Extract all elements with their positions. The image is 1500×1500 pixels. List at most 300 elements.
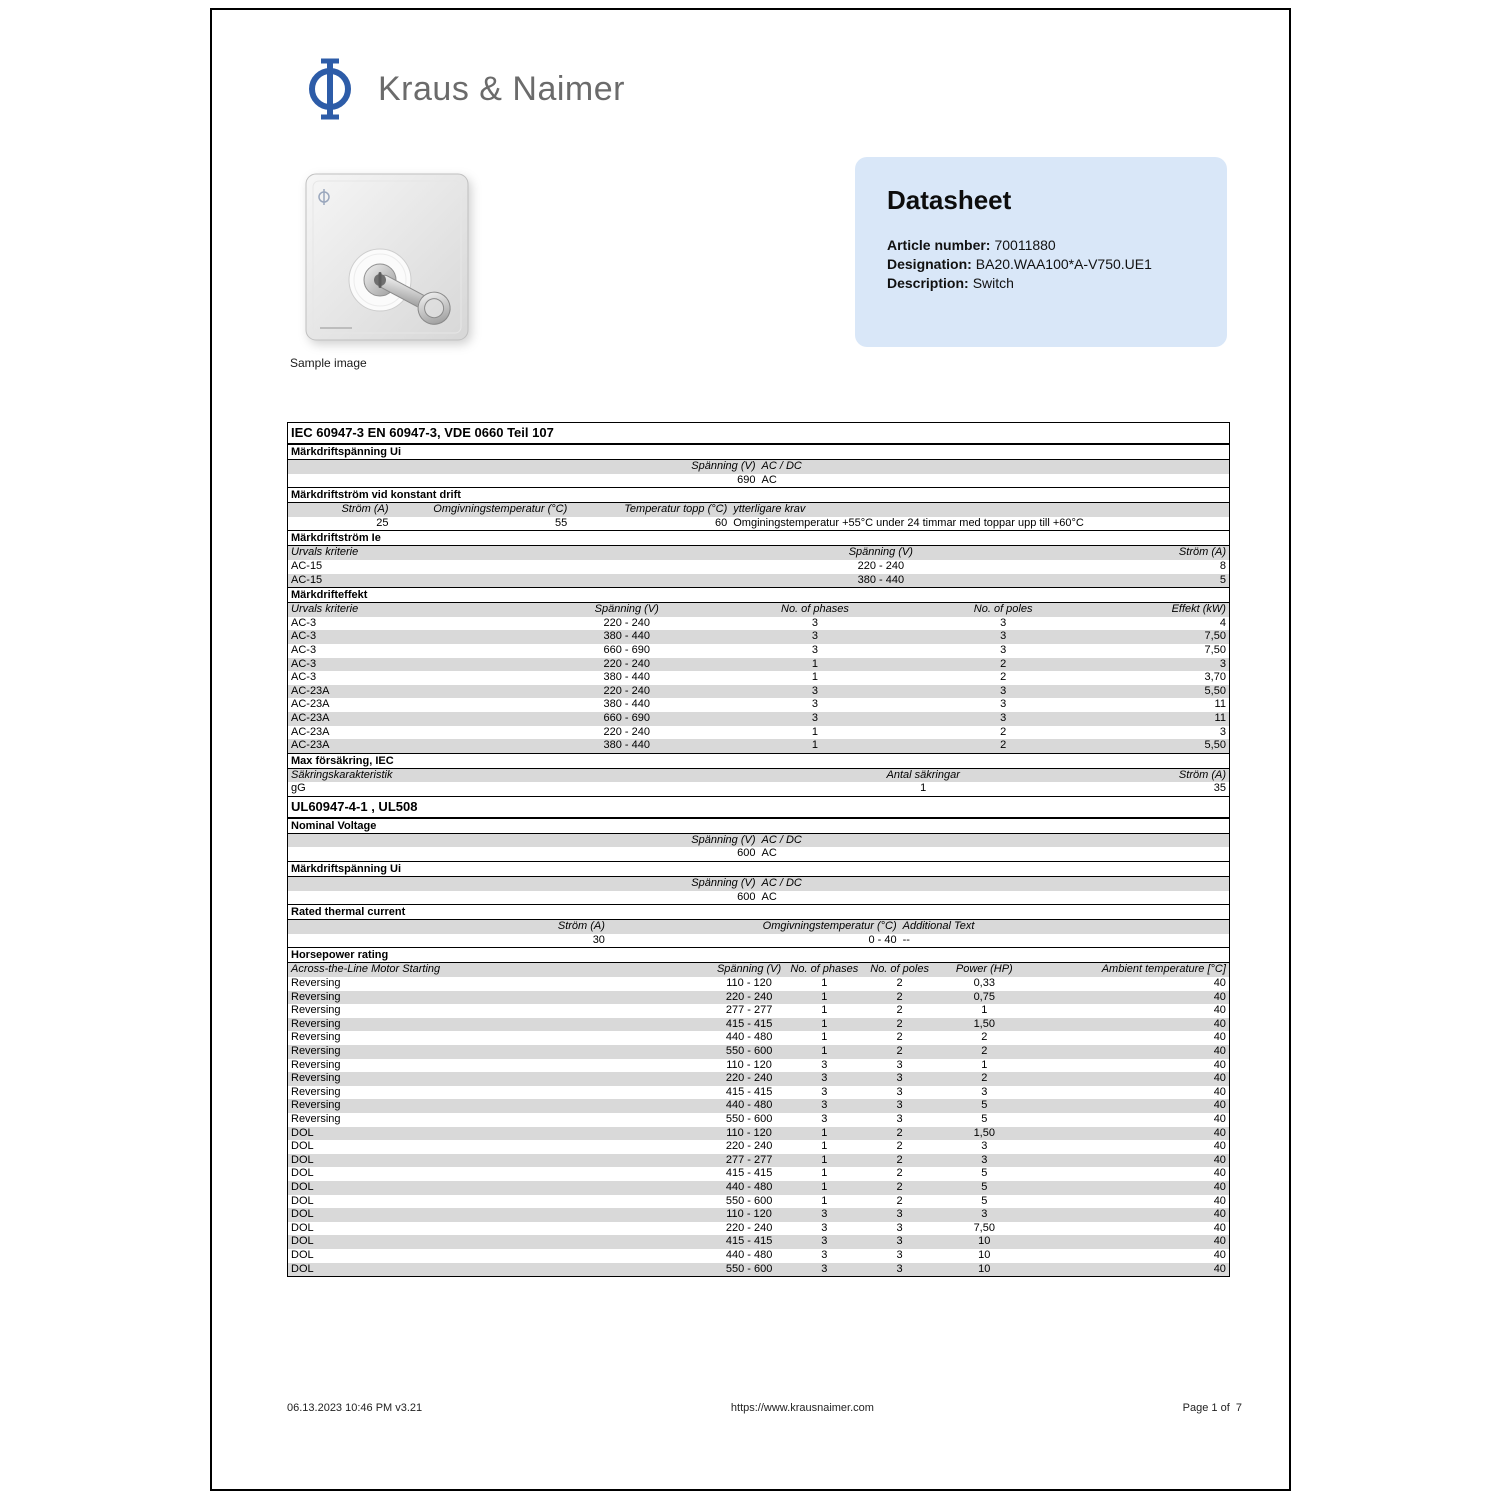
table-cell: 40 bbox=[1213, 1004, 1226, 1017]
table-cell: 5,50 bbox=[1204, 739, 1226, 752]
field-label: Article number: bbox=[887, 237, 991, 253]
table-data-row bbox=[288, 698, 1229, 712]
table-cell: AC bbox=[761, 890, 777, 903]
table-cell: 3 bbox=[896, 1112, 903, 1125]
brand-name: Kraus & Naimer bbox=[378, 69, 625, 108]
table-cell: 3 bbox=[821, 1235, 828, 1248]
table-cell: 3 bbox=[896, 1072, 903, 1085]
table-cell: 550 - 600 bbox=[725, 1262, 773, 1275]
table-cell: 3 bbox=[896, 1099, 903, 1112]
table-cell: 3 bbox=[811, 616, 818, 629]
table-cell: 2 bbox=[896, 1126, 903, 1139]
column-header: Omgivningstemperatur (°C) bbox=[433, 503, 568, 516]
table-data-row bbox=[288, 1059, 1229, 1073]
table-cell: 10 bbox=[978, 1248, 991, 1261]
table-cell: AC-23A bbox=[291, 725, 330, 738]
table-data-row bbox=[288, 685, 1229, 699]
table-cell: 1 bbox=[821, 1017, 828, 1030]
table-cell: 220 - 240 bbox=[725, 1140, 773, 1153]
column-header: Spänning (V) bbox=[716, 963, 782, 976]
column-header: Ström (A) bbox=[1178, 768, 1226, 781]
table-header-row bbox=[288, 920, 1229, 934]
table-cell: 3 bbox=[821, 1085, 828, 1098]
table-cell: DOL bbox=[291, 1153, 314, 1166]
table-section-title: UL60947-4-1 , UL508 bbox=[288, 796, 1229, 818]
table-cell: 5 bbox=[981, 1099, 988, 1112]
table-cell: AC-3 bbox=[291, 630, 317, 643]
table-cell: 415 - 415 bbox=[725, 1085, 773, 1098]
table-cell: 5 bbox=[981, 1194, 988, 1207]
table-cell: 0,33 bbox=[973, 977, 995, 990]
table-cell: 220 - 240 bbox=[603, 616, 650, 629]
table-cell: 440 - 480 bbox=[725, 1031, 773, 1044]
table-cell: 10 bbox=[978, 1235, 991, 1248]
table-cell: 40 bbox=[1213, 1180, 1226, 1193]
table-cell: 40 bbox=[1213, 1221, 1226, 1234]
table-header-row bbox=[288, 963, 1229, 977]
table-cell: 3 bbox=[821, 1262, 828, 1275]
table-cell: 60 bbox=[715, 516, 728, 529]
table-subsection-title: Märkdriftström vid konstant drift bbox=[288, 487, 1229, 503]
table-cell: 40 bbox=[1213, 1031, 1226, 1044]
table-cell: 2 bbox=[896, 1167, 903, 1180]
table-cell: 2 bbox=[896, 1004, 903, 1017]
column-header: Urvals kriterie bbox=[291, 546, 359, 559]
table-cell: 0 - 40 bbox=[868, 933, 897, 946]
table-cell: 380 - 440 bbox=[603, 698, 650, 711]
table-cell: 1 bbox=[981, 1004, 988, 1017]
table-cell: 3 bbox=[1000, 711, 1007, 724]
table-cell: 660 - 690 bbox=[603, 643, 650, 656]
table-cell: 1 bbox=[821, 1180, 828, 1193]
table-subsection-title: Märkdrifteffekt bbox=[288, 587, 1229, 603]
table-cell: AC-23A bbox=[291, 684, 330, 697]
table-cell: 7,50 bbox=[1204, 643, 1226, 656]
table-subsection-title: Märkdriftström Ie bbox=[288, 530, 1229, 546]
column-header: Spänning (V) bbox=[691, 460, 756, 472]
column-header: Säkringskarakteristik bbox=[291, 768, 393, 781]
column-header: Temperatur topp (°C) bbox=[624, 503, 728, 516]
column-header: ytterligare krav bbox=[733, 503, 806, 516]
table-cell: 3 bbox=[981, 1085, 988, 1098]
table-data-row bbox=[288, 739, 1229, 753]
table-data-row bbox=[288, 1113, 1229, 1127]
table-cell: 5,50 bbox=[1204, 684, 1226, 697]
table-data-row bbox=[288, 474, 1229, 488]
footer-page-number: Page 1 of 7 bbox=[1182, 1402, 1242, 1414]
table-subsection-title: Rated thermal current bbox=[288, 904, 1229, 920]
table-cell: 40 bbox=[1213, 1085, 1226, 1098]
spec-table bbox=[287, 422, 1230, 1277]
table-cell: AC bbox=[761, 473, 777, 486]
table-cell: 3 bbox=[811, 684, 818, 697]
table-cell: 40 bbox=[1213, 1017, 1226, 1030]
table-cell: Reversing bbox=[291, 990, 341, 1003]
table-cell: 2 bbox=[896, 977, 903, 990]
table-cell: 40 bbox=[1213, 990, 1226, 1003]
table-cell: 3 bbox=[821, 1248, 828, 1261]
table-cell: 220 - 240 bbox=[857, 559, 905, 572]
table-cell: 277 - 277 bbox=[725, 1004, 773, 1017]
table-cell: 1 bbox=[821, 1004, 828, 1017]
table-cell: Reversing bbox=[291, 1099, 341, 1112]
table-cell: 25 bbox=[376, 516, 389, 529]
table-cell: 3 bbox=[821, 1208, 828, 1221]
table-data-row bbox=[288, 1181, 1229, 1195]
table-cell: AC-23A bbox=[291, 698, 330, 711]
table-cell: 1 bbox=[821, 1153, 828, 1166]
table-cell: 220 - 240 bbox=[725, 1221, 773, 1234]
table-cell: DOL bbox=[291, 1126, 314, 1139]
table-cell: 220 - 240 bbox=[603, 657, 650, 670]
table-data-row bbox=[288, 712, 1229, 726]
table-cell: 40 bbox=[1213, 1248, 1226, 1261]
table-cell: 1,50 bbox=[973, 1017, 995, 1030]
table-cell: -- bbox=[902, 933, 910, 946]
table-cell: 40 bbox=[1213, 1072, 1226, 1085]
table-cell: 4 bbox=[1219, 616, 1226, 629]
table-data-row bbox=[288, 1031, 1229, 1045]
table-data-row bbox=[288, 1208, 1229, 1222]
column-header: Antal säkringar bbox=[886, 768, 960, 781]
table-cell: Reversing bbox=[291, 1085, 341, 1098]
table-cell: DOL bbox=[291, 1262, 314, 1275]
table-data-row bbox=[288, 847, 1229, 861]
table-cell: 5 bbox=[1219, 573, 1226, 586]
table-cell: 3 bbox=[981, 1208, 988, 1221]
table-cell: 1 bbox=[811, 725, 818, 738]
table-cell: AC-3 bbox=[291, 671, 317, 684]
column-header: AC / DC bbox=[761, 877, 802, 890]
table-cell: 40 bbox=[1213, 1167, 1226, 1180]
table-cell: 2 bbox=[1000, 739, 1007, 752]
table-cell: 5 bbox=[981, 1167, 988, 1180]
column-header: Ström (A) bbox=[341, 503, 389, 516]
datasheet-page bbox=[210, 8, 1291, 1491]
table-cell: 2 bbox=[981, 1072, 988, 1085]
table-header-row bbox=[288, 503, 1229, 517]
table-cell: 3 bbox=[981, 1153, 988, 1166]
table-cell: DOL bbox=[291, 1180, 314, 1193]
table-cell: 3 bbox=[811, 698, 818, 711]
column-header: No. of poles bbox=[870, 963, 929, 976]
table-cell: 220 - 240 bbox=[725, 990, 773, 1003]
table-cell: 440 - 480 bbox=[725, 1099, 773, 1112]
table-cell: 40 bbox=[1213, 1194, 1226, 1207]
column-header: Ström (A) bbox=[557, 920, 605, 933]
table-header-row bbox=[288, 834, 1229, 848]
table-data-row bbox=[288, 891, 1229, 905]
table-cell: 2 bbox=[896, 1031, 903, 1044]
table-data-row bbox=[288, 1099, 1229, 1113]
table-cell: 600 bbox=[737, 847, 756, 860]
column-header: No. of phases bbox=[781, 603, 849, 616]
table-cell: 220 - 240 bbox=[725, 1072, 773, 1085]
table-cell: 40 bbox=[1213, 1153, 1226, 1166]
table-cell: 3 bbox=[821, 1072, 828, 1085]
table-cell: DOL bbox=[291, 1208, 314, 1221]
table-cell: AC-3 bbox=[291, 657, 317, 670]
table-cell: 220 - 240 bbox=[603, 725, 650, 738]
table-cell: 1 bbox=[811, 671, 818, 684]
table-cell: Reversing bbox=[291, 1031, 341, 1044]
table-cell: 7,50 bbox=[1204, 630, 1226, 643]
table-data-row bbox=[288, 1249, 1229, 1263]
table-cell: Reversing bbox=[291, 1004, 341, 1017]
table-cell: AC-15 bbox=[291, 573, 323, 586]
table-cell: AC-15 bbox=[291, 559, 323, 572]
column-header: Urvals kriterie bbox=[291, 603, 359, 616]
table-cell: 380 - 440 bbox=[857, 573, 905, 586]
table-header-row bbox=[288, 603, 1229, 617]
table-cell: 40 bbox=[1213, 1099, 1226, 1112]
table-cell: AC-23A bbox=[291, 711, 330, 724]
table-subsection-title: Horsepower rating bbox=[288, 947, 1229, 963]
table-cell: 3 bbox=[1000, 616, 1007, 629]
table-data-row bbox=[288, 644, 1229, 658]
table-cell: 40 bbox=[1213, 1045, 1226, 1057]
table-header-row bbox=[288, 546, 1229, 560]
table-data-row bbox=[288, 934, 1229, 948]
table-cell: Reversing bbox=[291, 1045, 341, 1057]
table-cell: 11 bbox=[1214, 698, 1226, 711]
table-data-row bbox=[288, 1195, 1229, 1209]
table-cell: 3 bbox=[1000, 684, 1007, 697]
table-cell: 380 - 440 bbox=[603, 739, 650, 752]
column-header: Spänning (V) bbox=[594, 603, 659, 616]
table-data-row bbox=[288, 1086, 1229, 1100]
table-cell: AC-3 bbox=[291, 616, 317, 629]
field-value: BA20.WAA100*A-V750.UE1 bbox=[975, 256, 1152, 272]
table-cell: gG bbox=[291, 782, 306, 795]
table-cell: 277 - 277 bbox=[725, 1153, 773, 1166]
column-header: Spänning (V) bbox=[691, 877, 756, 890]
table-cell: 1 bbox=[821, 990, 828, 1003]
table-cell: 2 bbox=[1000, 671, 1007, 684]
table-cell: 1 bbox=[811, 657, 818, 670]
table-cell: Reversing bbox=[291, 977, 341, 990]
table-cell: 0,75 bbox=[973, 990, 995, 1003]
table-cell: 1 bbox=[821, 1031, 828, 1044]
table-cell: 110 - 120 bbox=[726, 1208, 772, 1221]
field-value: 70011880 bbox=[994, 237, 1056, 253]
table-cell: 1 bbox=[920, 782, 927, 795]
table-data-row bbox=[288, 1072, 1229, 1086]
table-cell: 8 bbox=[1219, 559, 1226, 572]
table-cell: 440 - 480 bbox=[725, 1180, 773, 1193]
table-cell: 3 bbox=[1219, 725, 1226, 738]
description-field bbox=[887, 274, 1195, 293]
table-cell: AC-3 bbox=[291, 643, 317, 656]
table-cell: 1 bbox=[981, 1058, 988, 1071]
table-cell: Reversing bbox=[291, 1112, 341, 1125]
table-cell: 1 bbox=[821, 1126, 828, 1139]
sample-image-caption: Sample image bbox=[290, 356, 367, 370]
table-cell: 380 - 440 bbox=[603, 630, 650, 643]
column-header: Omgivningstemperatur (°C) bbox=[762, 920, 897, 933]
table-cell: 110 - 120 bbox=[726, 977, 772, 990]
table-cell: 5 bbox=[981, 1112, 988, 1125]
table-data-row bbox=[288, 726, 1229, 740]
table-cell: 3 bbox=[896, 1235, 903, 1248]
table-cell: 55 bbox=[555, 516, 568, 529]
table-cell: 380 - 440 bbox=[603, 671, 650, 684]
table-cell: 2 bbox=[896, 1017, 903, 1030]
column-header: Spänning (V) bbox=[848, 546, 913, 559]
table-cell: 415 - 415 bbox=[725, 1167, 773, 1180]
table-data-row bbox=[288, 1167, 1229, 1181]
table-cell: 1 bbox=[821, 1140, 828, 1153]
table-cell: 2 bbox=[896, 1153, 903, 1166]
field-label: Description: bbox=[887, 275, 969, 291]
table-cell: 3 bbox=[811, 630, 818, 643]
table-cell: 3 bbox=[896, 1221, 903, 1234]
table-cell: DOL bbox=[291, 1140, 314, 1153]
table-cell: 1 bbox=[821, 1045, 828, 1057]
table-cell: 2 bbox=[981, 1045, 988, 1057]
table-cell: 7,50 bbox=[973, 1221, 995, 1234]
table-cell: 3,70 bbox=[1204, 671, 1226, 684]
table-cell: AC bbox=[761, 847, 777, 860]
table-cell: DOL bbox=[291, 1167, 314, 1180]
column-header: Spänning (V) bbox=[691, 833, 756, 846]
table-cell: 3 bbox=[1219, 657, 1226, 670]
table-cell: 40 bbox=[1213, 1140, 1226, 1153]
table-cell: 2 bbox=[896, 1140, 903, 1153]
table-data-row bbox=[288, 560, 1229, 574]
table-cell: 40 bbox=[1213, 1058, 1226, 1071]
table-cell: 40 bbox=[1213, 1262, 1226, 1275]
column-header: AC / DC bbox=[761, 460, 802, 472]
table-subsection-title: Max försäkring, IEC bbox=[288, 753, 1229, 769]
table-cell: 1 bbox=[821, 1167, 828, 1180]
table-cell: 440 - 480 bbox=[725, 1248, 773, 1261]
table-cell: DOL bbox=[291, 1248, 314, 1261]
designation-field bbox=[887, 255, 1195, 274]
table-header-row bbox=[288, 877, 1229, 891]
table-cell: 550 - 600 bbox=[725, 1112, 773, 1125]
table-cell: 2 bbox=[896, 990, 903, 1003]
table-cell: 30 bbox=[592, 933, 605, 946]
datasheet-title: Datasheet bbox=[887, 185, 1012, 215]
table-cell: 690 bbox=[737, 473, 756, 486]
table-data-row bbox=[288, 991, 1229, 1005]
table-data-row bbox=[288, 1222, 1229, 1236]
table-cell: 40 bbox=[1213, 1126, 1226, 1139]
table-cell: Reversing bbox=[291, 1072, 341, 1085]
table-cell: 2 bbox=[981, 1031, 988, 1044]
brand-logo bbox=[302, 56, 625, 122]
table-header-row bbox=[288, 460, 1229, 474]
table-data-row bbox=[288, 517, 1229, 531]
column-header: Additional Text bbox=[902, 920, 975, 933]
table-cell: 3 bbox=[811, 711, 818, 724]
table-cell: AC-23A bbox=[291, 739, 330, 752]
table-cell: 35 bbox=[1213, 782, 1226, 795]
article-number-field bbox=[887, 236, 1195, 255]
table-cell: 40 bbox=[1213, 977, 1226, 990]
table-cell: 3 bbox=[1000, 698, 1007, 711]
column-header: No. of poles bbox=[973, 603, 1033, 616]
table-cell: 600 bbox=[737, 890, 756, 903]
table-cell: 3 bbox=[896, 1058, 903, 1071]
table-data-row bbox=[288, 782, 1229, 796]
table-cell: 550 - 600 bbox=[725, 1194, 773, 1207]
table-cell: 2 bbox=[1000, 657, 1007, 670]
column-header: Ambient temperature [°C] bbox=[1101, 963, 1226, 976]
column-header: Ström (A) bbox=[1178, 546, 1226, 559]
field-value: Switch bbox=[972, 275, 1014, 291]
table-data-row bbox=[288, 1263, 1229, 1277]
table-cell: 2 bbox=[896, 1180, 903, 1193]
table-subsection-title: Nominal Voltage bbox=[288, 818, 1229, 834]
table-cell: 220 - 240 bbox=[603, 684, 650, 697]
table-subsection-title: Märkdriftspänning Ui bbox=[288, 444, 1229, 460]
table-cell: DOL bbox=[291, 1194, 314, 1207]
table-cell: 110 - 120 bbox=[726, 1058, 772, 1071]
table-cell: 3 bbox=[1000, 630, 1007, 643]
table-cell: 3 bbox=[896, 1262, 903, 1275]
table-cell: 1 bbox=[811, 739, 818, 752]
table-cell: 3 bbox=[896, 1248, 903, 1261]
table-cell: 2 bbox=[1000, 725, 1007, 738]
table-cell: 3 bbox=[821, 1221, 828, 1234]
footer-date-version: 06.13.2023 10:46 PM v3.21 bbox=[287, 1402, 423, 1414]
table-data-row bbox=[288, 1127, 1229, 1141]
table-section-title: IEC 60947-3 EN 60947-3, VDE 0660 Teil 107 bbox=[288, 423, 1229, 444]
phi-logo-icon bbox=[302, 56, 358, 122]
table-cell: 10 bbox=[978, 1262, 991, 1275]
table-cell: 40 bbox=[1213, 1208, 1226, 1221]
table-data-row bbox=[288, 1018, 1229, 1032]
table-cell: 3 bbox=[896, 1085, 903, 1098]
table-cell: DOL bbox=[291, 1235, 314, 1248]
table-data-row bbox=[288, 658, 1229, 672]
table-subsection-title: Märkdriftspänning Ui bbox=[288, 861, 1229, 877]
table-cell: 5 bbox=[981, 1180, 988, 1193]
column-header: No. of phases bbox=[790, 963, 859, 976]
table-cell: 3 bbox=[896, 1208, 903, 1221]
table-cell: 1,50 bbox=[973, 1126, 995, 1139]
page-footer bbox=[287, 1402, 1242, 1414]
table-cell: 40 bbox=[1213, 1235, 1226, 1248]
table-cell: 550 - 600 bbox=[725, 1045, 773, 1057]
table-cell: 2 bbox=[896, 1045, 903, 1057]
table-cell: 3 bbox=[821, 1099, 828, 1112]
column-header: Power (HP) bbox=[955, 963, 1013, 976]
field-label: Designation: bbox=[887, 256, 972, 272]
table-cell: 1 bbox=[821, 1194, 828, 1207]
table-cell: 415 - 415 bbox=[725, 1235, 773, 1248]
table-cell: 3 bbox=[821, 1112, 828, 1125]
table-cell: 3 bbox=[811, 643, 818, 656]
table-cell: Reversing bbox=[291, 1017, 341, 1030]
table-data-row bbox=[288, 574, 1229, 588]
table-data-row bbox=[288, 1004, 1229, 1018]
table-data-row bbox=[288, 630, 1229, 644]
table-cell: DOL bbox=[291, 1221, 314, 1234]
info-box bbox=[855, 157, 1227, 347]
table-header-row bbox=[288, 769, 1229, 783]
product-sample-image bbox=[300, 170, 476, 350]
table-cell: Reversing bbox=[291, 1058, 341, 1071]
table-data-row bbox=[288, 1045, 1229, 1059]
table-cell: 660 - 690 bbox=[603, 711, 650, 724]
table-cell: 110 - 120 bbox=[726, 1126, 772, 1139]
table-data-row bbox=[288, 977, 1229, 991]
table-cell: 1 bbox=[821, 977, 828, 990]
table-data-row bbox=[288, 1235, 1229, 1249]
